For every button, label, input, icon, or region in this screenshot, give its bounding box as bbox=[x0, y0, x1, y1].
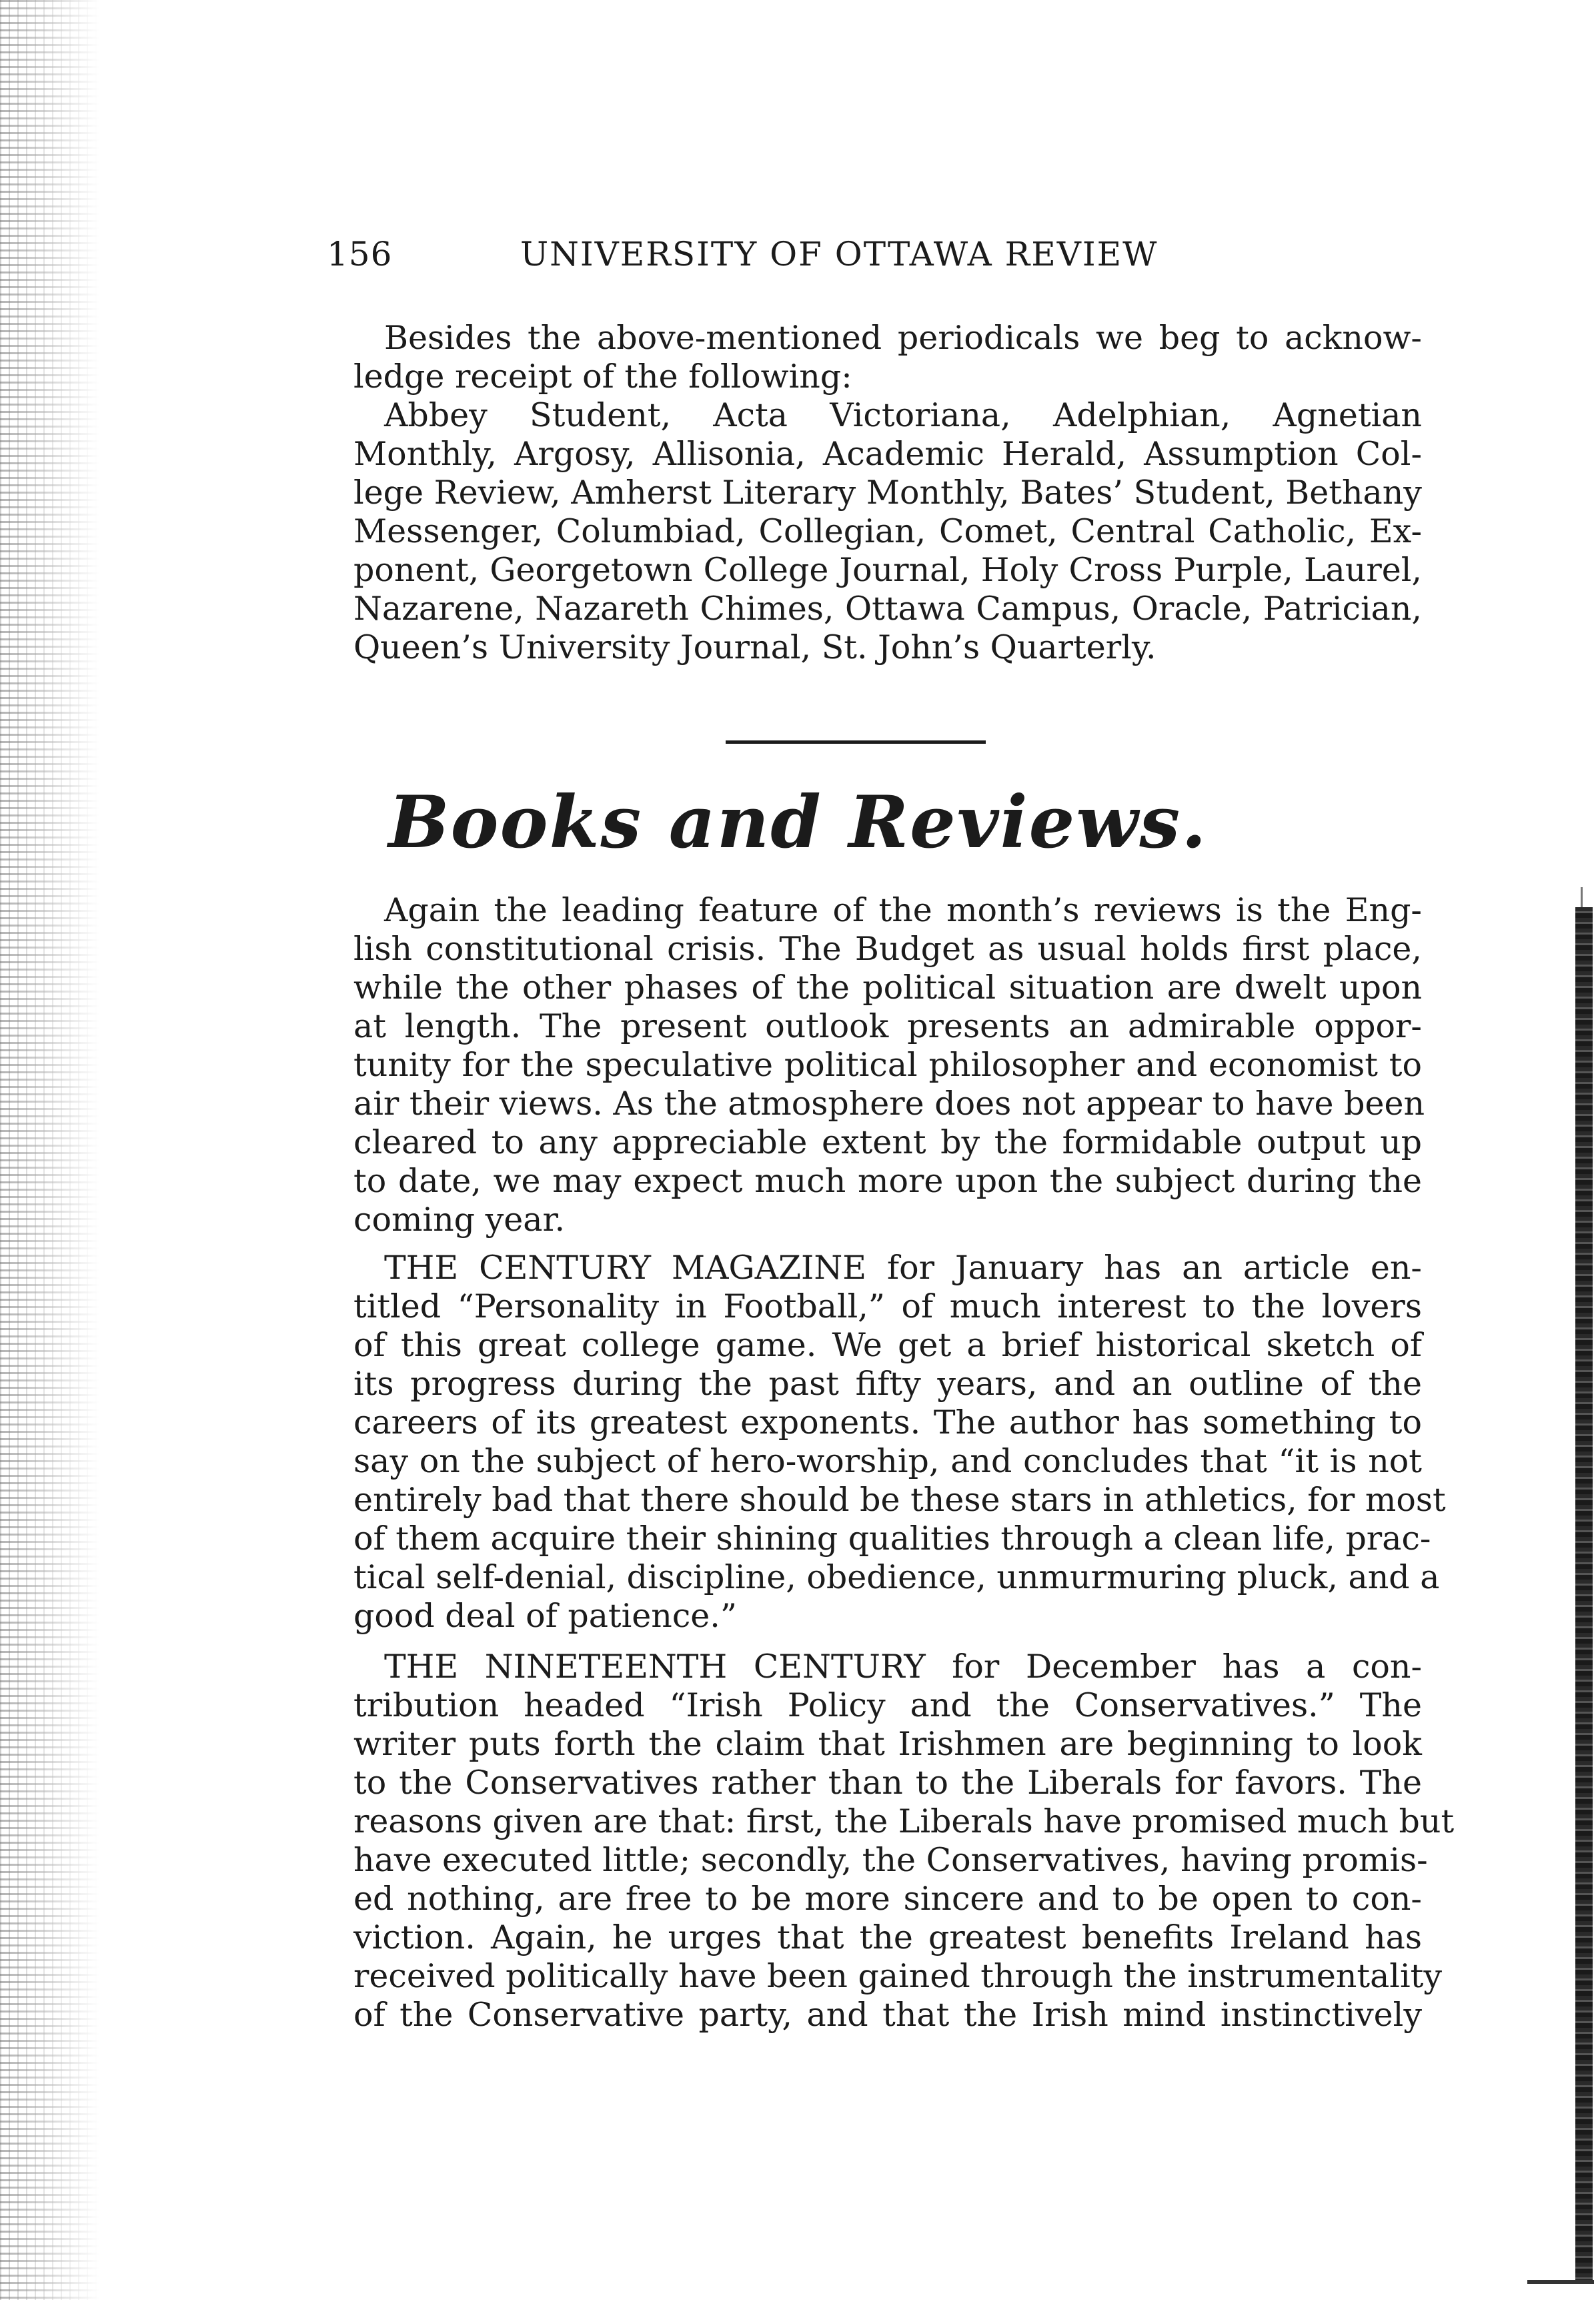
page-number: 156 bbox=[327, 235, 393, 273]
text-line: cleared to any appreciable extent by the formidable output up bbox=[353, 1123, 1422, 1161]
text-line: received politically have been gained through the instrumentality bbox=[353, 1957, 1443, 1995]
text-line: Again the leading feature of the month’s reviews is the Eng- bbox=[384, 891, 1422, 929]
text-line: ledge receipt of the following: bbox=[353, 358, 852, 396]
text-line: of them acquire their shining qualities through a clean life, prac- bbox=[353, 1520, 1431, 1558]
text-line: ed nothing, are free to be more sincere and to be open to con- bbox=[353, 1880, 1422, 1918]
text-line: lish constitutional crisis. The Budget as usual holds first place, bbox=[353, 930, 1422, 968]
text-line: to date, we may expect much more upon the subject during the bbox=[353, 1162, 1422, 1200]
scan-right-edge bbox=[1575, 907, 1593, 2281]
text-line: viction. Again, he urges that the greatest benefits Ireland has bbox=[353, 1918, 1422, 1956]
text-line: tical self-denial, discipline, obedience, unmurmuring pluck, and a bbox=[353, 1558, 1440, 1596]
text-line: Monthly, Argosy, Allisonia, Academic Herald, Assumption Col- bbox=[353, 435, 1422, 473]
text-line: to the Conservatives rather than to the Liberals for favors. The bbox=[353, 1764, 1422, 1802]
text-line: good deal of patience.” bbox=[353, 1597, 737, 1635]
text-line: THE NINETEENTH CENTURY for December has a con- bbox=[384, 1648, 1422, 1686]
text-line: while the other phases of the political situation are dwelt upon bbox=[353, 969, 1422, 1007]
text-line: coming year. bbox=[353, 1201, 566, 1239]
scan-corner-mark bbox=[1527, 2280, 1594, 2284]
text-line: Nazarene, Nazareth Chimes, Ottawa Campus, Oracle, Patrician, bbox=[353, 590, 1422, 628]
text-line: tunity for the speculative political philosopher and economist to bbox=[353, 1046, 1422, 1084]
text-line: tribution headed “Irish Policy and the Conservatives.” The bbox=[353, 1686, 1422, 1724]
text-line: of this great college game. We get a brief historical sketch of bbox=[353, 1326, 1422, 1364]
text-line: careers of its greatest exponents. The author has something to bbox=[353, 1403, 1422, 1442]
journal-title: UNIVERSITY OF OTTAWA REVIEW bbox=[520, 235, 1158, 273]
text-line: titled “Personality in Football,” of much interest to the lovers bbox=[353, 1287, 1422, 1325]
text-line: air their views. As the atmosphere does not appear to have been bbox=[353, 1085, 1425, 1123]
text-line: lege Review, Amherst Literary Monthly, Bates’ Student, Bethany bbox=[353, 474, 1422, 512]
text-line: Abbey Student, Acta Victoriana, Adelphian, Agnetian bbox=[384, 396, 1422, 434]
section-heading: Books and Reviews. bbox=[388, 780, 1208, 865]
text-line: Queen’s University Journal, St. John’s Quarterly. bbox=[353, 628, 1156, 666]
text-line: reasons given are that: first, the Liberals have promised much but bbox=[353, 1802, 1455, 1840]
review-paragraph bbox=[353, 1648, 1455, 2035]
running-head bbox=[327, 235, 1434, 281]
text-line: entirely bad that there should be these stars in athletics, for most bbox=[353, 1481, 1446, 1519]
text-line: THE CENTURY MAGAZINE for January has an article en- bbox=[384, 1249, 1422, 1287]
acknowledgement-section bbox=[353, 319, 1422, 667]
review-paragraph bbox=[353, 891, 1425, 1239]
text-line: its progress during the past fifty years, and an outline of the bbox=[353, 1365, 1422, 1403]
text-line: have executed little; secondly, the Conservatives, having promis- bbox=[353, 1841, 1428, 1879]
scan-binding-edge bbox=[0, 0, 100, 2300]
text-line: at length. The present outlook presents an admirable oppor- bbox=[353, 1007, 1422, 1045]
text-line: writer puts forth the claim that Irishmen are beginning to look bbox=[353, 1725, 1422, 1763]
text-line: Besides the above-mentioned periodicals we beg to acknow- bbox=[384, 319, 1422, 357]
review-paragraph bbox=[353, 1249, 1446, 1636]
section-divider bbox=[726, 740, 986, 744]
text-line: Messenger, Columbiad, Collegian, Comet, Central Catholic, Ex- bbox=[353, 512, 1422, 550]
text-line: say on the subject of hero-worship, and concludes that “it is not bbox=[353, 1442, 1422, 1480]
text-line: ponent, Georgetown College Journal, Holy Cross Purple, Laurel, bbox=[353, 551, 1422, 589]
text-line: of the Conservative party, and that the Irish mind instinctively bbox=[353, 1996, 1422, 2034]
